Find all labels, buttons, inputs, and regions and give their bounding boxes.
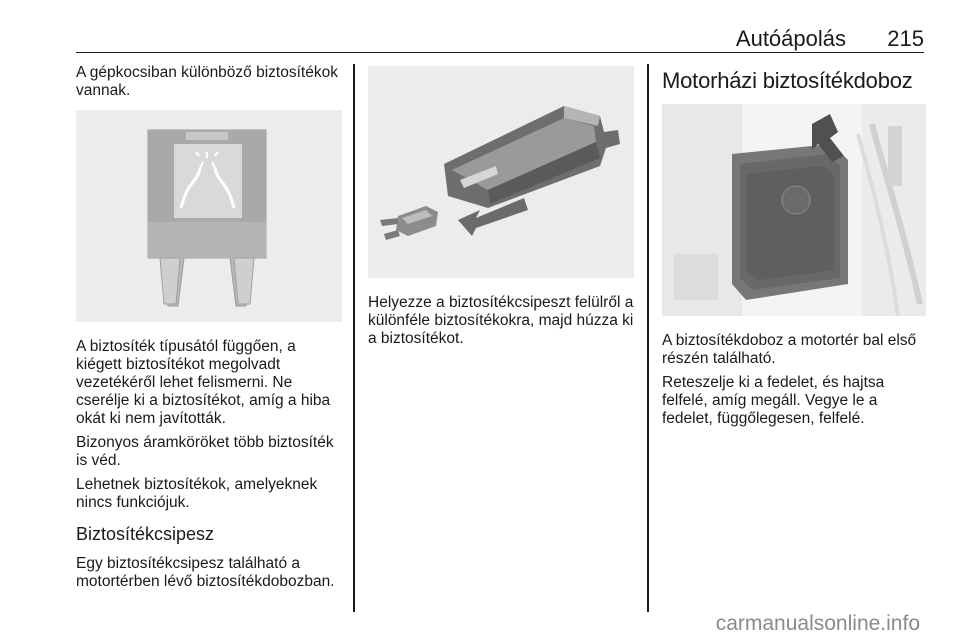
column-divider-left <box>353 64 355 612</box>
fuse-puller-illustration <box>368 66 634 278</box>
fuse-illustration <box>76 110 342 322</box>
section-title: Autóápolás <box>735 26 846 51</box>
paragraph-2: Bizonyos áramköröket több biztosíték is véd. <box>76 434 334 469</box>
paragraph-1: A biztosíték típusától függően, a kiégett biztosítékot megolvadt vezetékéről lehet felismerni. Ne cserélje ki a biztosítékot, amíg a hiba okát ki nem javították. <box>76 338 331 427</box>
caption-text: Helyezze a biztosítékcsipeszt felülről a különféle biztosítékokra, majd húzza ki a biztosítékot. <box>368 294 634 347</box>
page-number: 215 <box>887 26 924 51</box>
column-divider-right <box>647 64 649 612</box>
intro-text: A gépkocsiban különböző biztosítékok vannak. <box>76 64 338 99</box>
column-1 <box>76 64 342 597</box>
paragraph-3: Lehetnek biztosítékok, amelyeknek nincs funkciójuk. <box>76 476 318 511</box>
page-header <box>76 22 924 53</box>
paragraph-location: A biztosítékdoboz a motortér bal első részén található. <box>662 332 917 367</box>
column-2 <box>368 66 634 354</box>
fuse-box-photo <box>662 104 926 316</box>
paragraph-instructions: Reteszelje ki a fedelet, és hajtsa felfelé, amíg megáll. Vegye le a fedelet, függőlegesen, felfelé. <box>662 374 885 427</box>
column-3 <box>662 64 926 434</box>
sub-paragraph: Egy biztosítékcsipesz található a motortérben lévő biztosítékdobozban. <box>76 555 335 590</box>
watermark: carmanualsonline.info <box>715 612 920 635</box>
section-heading: Motorházi biztosítékdoboz <box>662 68 913 93</box>
subheading-fuse-tweezers: Biztosítékcsipesz <box>76 524 215 544</box>
